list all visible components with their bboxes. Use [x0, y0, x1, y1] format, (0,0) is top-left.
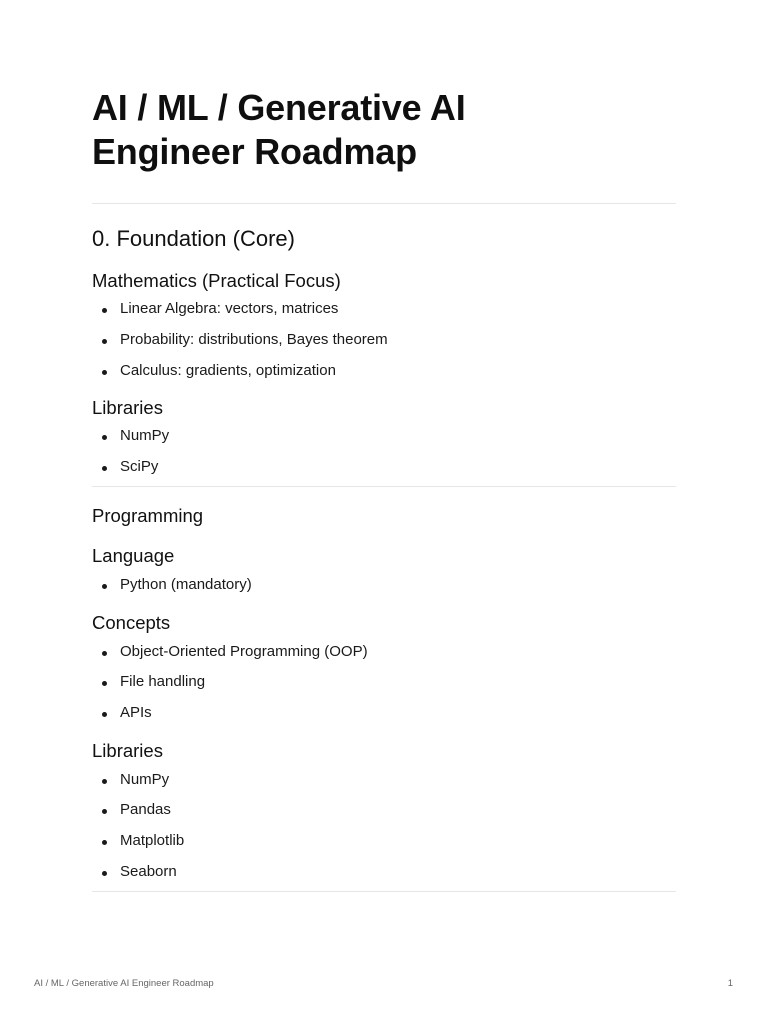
divider	[92, 891, 676, 892]
math-list	[92, 300, 676, 380]
bullet-icon	[102, 370, 107, 375]
list-item-text: Calculus: gradients, optimization	[120, 362, 336, 379]
list-item	[92, 576, 676, 594]
bullet-icon	[102, 651, 107, 656]
bullet-icon	[102, 779, 107, 784]
list-item	[92, 771, 676, 789]
concepts-heading: Concepts	[92, 612, 171, 633]
list-item	[92, 673, 676, 691]
document-page	[92, 86, 676, 892]
language-heading: Language	[92, 545, 175, 566]
list-item	[92, 331, 676, 349]
list-item	[92, 362, 676, 380]
math-libraries-list	[92, 427, 676, 476]
programming-heading: Programming	[92, 505, 204, 526]
page-title-line-1: AI / ML / Generative AI	[92, 87, 466, 128]
page-title	[92, 86, 676, 174]
libraries-list	[92, 771, 676, 881]
libraries-heading: Libraries	[92, 740, 163, 761]
bullet-icon	[102, 712, 107, 717]
language-list	[92, 576, 676, 594]
bullet-icon	[102, 466, 107, 471]
list-item-text: APIs	[120, 704, 152, 721]
bullet-icon	[102, 435, 107, 440]
bullet-icon	[102, 871, 107, 876]
list-item-text: Probability: distributions, Bayes theorem	[120, 331, 388, 348]
bullet-icon	[102, 809, 107, 814]
list-item	[92, 427, 676, 445]
list-item-text: NumPy	[120, 771, 170, 788]
math-heading: Mathematics (Practical Focus)	[92, 270, 341, 291]
page-title-line-2: Engineer Roadmap	[92, 131, 417, 172]
concepts-list	[92, 643, 676, 722]
list-item	[92, 863, 676, 881]
footer-title: AI / ML / Generative AI Engineer Roadmap	[34, 978, 214, 989]
list-item-text: Python (mandatory)	[120, 576, 252, 593]
bullet-icon	[102, 681, 107, 686]
list-item	[92, 801, 676, 819]
divider	[92, 203, 676, 204]
list-item	[92, 458, 676, 476]
section-heading: 0. Foundation (Core)	[92, 226, 295, 251]
list-item-text: File handling	[120, 673, 206, 690]
bullet-icon	[102, 840, 107, 845]
list-item	[92, 300, 676, 318]
list-item-text: NumPy	[120, 427, 170, 444]
page-number: 1	[727, 978, 733, 989]
bullet-icon	[102, 584, 107, 589]
math-libraries-heading: Libraries	[92, 397, 163, 418]
list-item-text: Matplotlib	[120, 832, 185, 849]
bullet-icon	[102, 339, 107, 344]
bullet-icon	[102, 308, 107, 313]
list-item-text: SciPy	[120, 458, 159, 475]
list-item-text: Linear Algebra: vectors, matrices	[120, 300, 339, 317]
list-item	[92, 643, 676, 661]
divider	[92, 486, 676, 487]
list-item	[92, 832, 676, 850]
list-item-text: Object-Oriented Programming (OOP)	[120, 643, 368, 660]
list-item-text: Seaborn	[120, 863, 177, 880]
list-item-text: Pandas	[120, 801, 171, 818]
list-item	[92, 704, 676, 722]
